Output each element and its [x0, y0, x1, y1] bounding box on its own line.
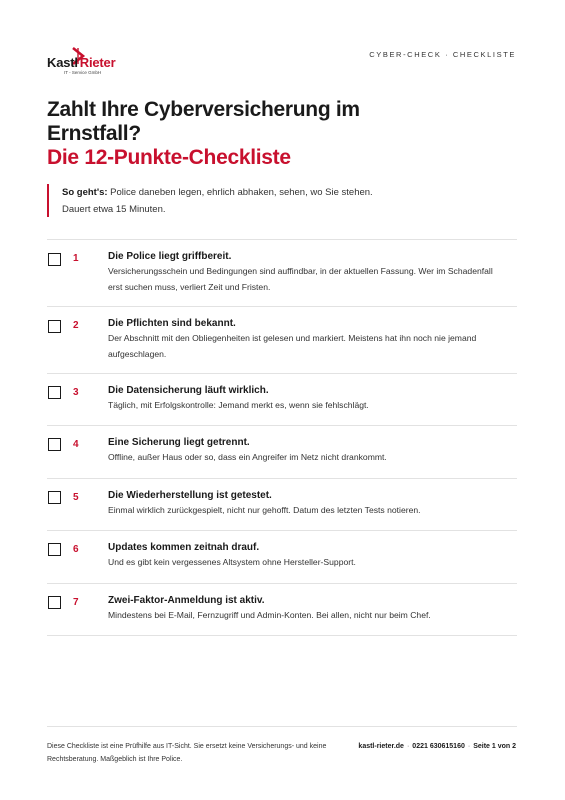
footer-separator: · — [406, 743, 410, 750]
item-title: Die Pflichten sind bekannt. — [108, 318, 236, 329]
logo-subtitle: IT - Service GmbH — [64, 70, 102, 75]
checklist-checkbox-7[interactable] — [48, 596, 61, 609]
logo-name-red: Rieter — [79, 55, 116, 70]
item-title: Updates kommen zeitnah drauf. — [108, 542, 260, 553]
item-number: 2 — [73, 320, 79, 331]
title-line-1: Zahlt Ihre Cyberversicherung im — [47, 98, 360, 121]
checklist-checkbox-5[interactable] — [48, 491, 61, 504]
item-number: 7 — [73, 597, 79, 608]
intro-callout — [47, 184, 517, 217]
checklist-item — [47, 584, 517, 636]
item-description: Der Abschnitt mit den Obliegenheiten ist gelesen und markiert. Meistens hat ihn noch nie jemand aufgeschlagen. — [108, 333, 477, 359]
intro-text: Police daneben legen, ehrlich abhaken, sehen, wo Sie stehen. — [107, 187, 373, 198]
title-line-2: Ernstfall? — [47, 122, 141, 145]
item-number: 1 — [73, 253, 79, 264]
item-title: Die Wiederherstellung ist getestet. — [108, 490, 272, 501]
checklist-item — [47, 307, 517, 374]
item-description: Offline, außer Haus oder so, dass ein Angreifer im Netz nicht drankommt. — [108, 452, 387, 462]
item-number: 5 — [73, 492, 79, 503]
checklist-checkbox-2[interactable] — [48, 320, 61, 333]
checklist-checkbox-1[interactable] — [48, 253, 61, 266]
item-number: 6 — [73, 544, 79, 555]
company-logo[interactable] — [47, 46, 137, 76]
item-title: Zwei-Faktor-Anmeldung ist aktiv. — [108, 595, 265, 606]
item-title: Die Datensicherung läuft wirklich. — [108, 385, 269, 396]
document-tag: CYBER-CHECK · CHECKLISTE — [369, 50, 516, 59]
item-description: Versicherungsschein und Bedingungen sind auffindbar, in der aktuellen Fassung. Wer im Schadenfall erst suchen muss, verliert Zeit und Fristen. — [108, 266, 493, 292]
checklist-checkbox-3[interactable] — [48, 386, 61, 399]
checklist-checkbox-6[interactable] — [48, 543, 61, 556]
page-title — [47, 98, 517, 170]
footer-disclaimer: Diese Checkliste ist eine Prüfhilfe aus IT-Sicht. Sie ersetzt keine Versicherungs- und keine Rechtsberatung. Maßgeblich ist Ihre Police. — [47, 743, 327, 763]
item-description: Und es gibt kein vergessenes Altsystem ohne Hersteller-Support. — [108, 557, 356, 567]
item-description: Einmal wirklich zurückgespielt, nicht nur gehofft. Datum des letzten Tests notieren. — [108, 505, 421, 515]
logo-name-dark: Kastl — [47, 55, 78, 70]
item-title: Eine Sicherung liegt getrennt. — [108, 437, 250, 448]
footer-phone[interactable]: 0221 630615160 — [412, 743, 465, 750]
item-description: Täglich, mit Erfolgskontrolle: Jemand merkt es, wenn sie fehlschlägt. — [108, 400, 369, 410]
footer-website-link[interactable]: kastl-rieter.de — [358, 743, 404, 750]
footer-page-number: Seite 1 von 2 — [473, 743, 516, 750]
checklist-checkbox-4[interactable] — [48, 438, 61, 451]
checklist — [47, 239, 517, 636]
checklist-item — [47, 479, 517, 531]
title-subheading: Die 12-Punkte-Checkliste — [47, 146, 291, 169]
item-number: 4 — [73, 439, 79, 450]
item-number: 3 — [73, 387, 79, 398]
checklist-item — [47, 240, 517, 307]
intro-lead: So geht's: — [62, 187, 108, 198]
footer-contact — [358, 740, 516, 753]
intro-line-2: Dauert etwa 15 Minuten. — [62, 204, 166, 215]
checklist-item — [47, 531, 517, 584]
intro-line-1 — [62, 184, 517, 201]
checklist-item — [47, 374, 517, 426]
checklist-item — [47, 426, 517, 479]
logo-wordmark — [47, 55, 115, 70]
footer-divider — [47, 726, 517, 727]
footer-separator: · — [467, 743, 471, 750]
item-description: Mindestens bei E-Mail, Fernzugriff und Admin-Konten. Bei allen, nicht nur beim Chef. — [108, 610, 431, 620]
item-title: Die Police liegt griffbereit. — [108, 251, 232, 262]
